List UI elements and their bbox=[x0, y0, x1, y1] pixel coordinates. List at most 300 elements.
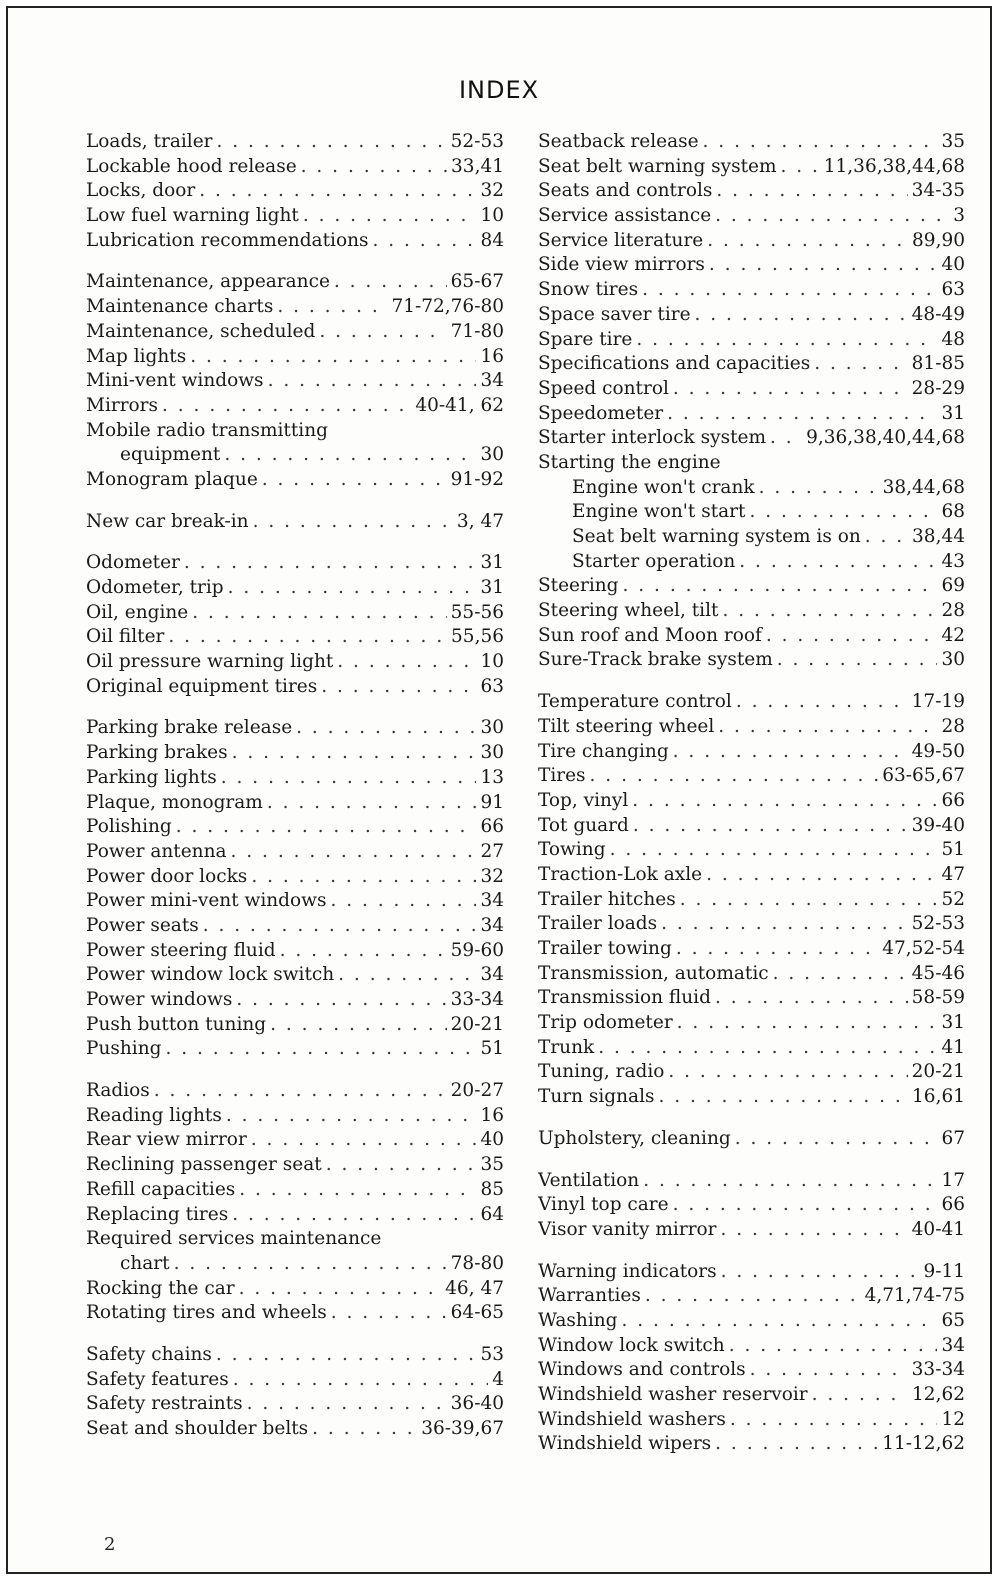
dot-leader bbox=[277, 295, 387, 320]
index-pages: 89,90 bbox=[912, 229, 965, 251]
index-pages: 55,56 bbox=[451, 626, 504, 648]
index-entry bbox=[86, 204, 504, 229]
dot-leader bbox=[232, 1203, 476, 1228]
index-entry bbox=[538, 1036, 965, 1061]
index-term: Turn signals bbox=[538, 1086, 655, 1108]
dot-leader bbox=[633, 814, 908, 839]
index-entry bbox=[538, 328, 965, 353]
index-pages: 40-41 bbox=[911, 1218, 965, 1240]
index-entry bbox=[86, 270, 504, 295]
index-term: Specifications and capacities bbox=[538, 353, 811, 375]
index-term: Sure-Track brake system bbox=[538, 649, 773, 671]
index-entry bbox=[86, 229, 504, 254]
index-entry bbox=[86, 155, 504, 180]
index-pages: 46, 47 bbox=[445, 1277, 504, 1299]
index-entry bbox=[86, 988, 504, 1013]
index-entry bbox=[538, 253, 965, 278]
index-pages: 84 bbox=[480, 229, 504, 251]
index-entry bbox=[86, 1252, 504, 1277]
index-entry bbox=[538, 377, 965, 402]
index-entry bbox=[538, 402, 965, 427]
dot-leader bbox=[598, 1036, 937, 1061]
index-entry bbox=[538, 1309, 965, 1334]
index-pages: 13 bbox=[480, 766, 504, 788]
index-pages: 10 bbox=[480, 651, 504, 673]
index-term: Map lights bbox=[86, 345, 187, 367]
index-term: Plaque, monogram bbox=[86, 791, 263, 813]
dot-leader bbox=[659, 1085, 909, 1110]
index-entry bbox=[538, 1193, 965, 1218]
index-term: equipment bbox=[120, 444, 221, 466]
index-pages: 20-27 bbox=[450, 1080, 504, 1102]
page-number: 2 bbox=[104, 1534, 116, 1555]
index-entry bbox=[538, 937, 965, 962]
dot-leader bbox=[590, 764, 879, 789]
index-entry bbox=[538, 476, 965, 501]
index-term: Monogram plaque bbox=[86, 468, 258, 490]
index-entry bbox=[86, 1203, 504, 1228]
index-term: Windshield washer reservoir bbox=[538, 1384, 808, 1405]
index-entry bbox=[86, 1104, 504, 1129]
index-term: Top, vinyl bbox=[538, 789, 629, 811]
index-pages: 34 bbox=[480, 890, 504, 912]
index-pages: 10 bbox=[480, 205, 504, 227]
dot-leader bbox=[331, 889, 477, 914]
index-pages: 49-50 bbox=[911, 740, 965, 762]
index-entry bbox=[538, 715, 965, 740]
dot-leader bbox=[673, 1193, 938, 1218]
index-entry bbox=[538, 814, 965, 839]
dot-leader bbox=[221, 766, 477, 791]
index-term: Loads, trailer bbox=[86, 131, 213, 152]
dot-leader bbox=[233, 1368, 488, 1393]
index-entry bbox=[538, 863, 965, 888]
index-pages: 51 bbox=[941, 839, 965, 861]
index-pages: 40 bbox=[480, 1129, 504, 1151]
index-term: Engine won't crank bbox=[572, 476, 755, 498]
index-pages: 31 bbox=[941, 1012, 965, 1034]
index-pages: 63 bbox=[480, 675, 504, 697]
index-term: Parking lights bbox=[86, 766, 217, 788]
index-entry bbox=[86, 766, 504, 791]
index-term: Seatback release bbox=[538, 131, 699, 152]
dot-leader bbox=[707, 229, 908, 254]
index-entry bbox=[538, 1383, 965, 1408]
index-entry bbox=[538, 986, 965, 1011]
index-pages: 16,61 bbox=[912, 1086, 965, 1108]
index-term: Speedometer bbox=[538, 402, 664, 424]
dot-leader bbox=[247, 1392, 447, 1417]
index-term: Pushing bbox=[86, 1038, 162, 1060]
dot-leader bbox=[303, 204, 477, 229]
dot-leader bbox=[239, 1277, 442, 1302]
index-term: Trailer towing bbox=[538, 938, 672, 959]
dot-leader bbox=[695, 303, 908, 328]
index-term: Reclining passenger seat bbox=[86, 1154, 322, 1176]
index-entry bbox=[86, 1368, 504, 1393]
index-pages: 12,62 bbox=[912, 1384, 965, 1405]
dot-leader bbox=[729, 1334, 938, 1359]
index-pages: 91-92 bbox=[450, 468, 504, 490]
index-pages: 34-35 bbox=[911, 180, 965, 202]
index-pages: 66 bbox=[480, 816, 504, 838]
index-entry bbox=[86, 510, 504, 535]
index-term: Oil, engine bbox=[86, 601, 189, 623]
index-pages: 3 bbox=[953, 205, 965, 227]
index-pages: 68 bbox=[941, 501, 965, 523]
index-pages: 66 bbox=[941, 789, 965, 811]
index-entry bbox=[86, 1153, 504, 1178]
index-pages: 36-40 bbox=[450, 1393, 504, 1415]
index-pages: 52 bbox=[941, 888, 965, 910]
index-pages: 38,44 bbox=[912, 526, 965, 547]
index-term: Odometer bbox=[86, 552, 180, 574]
dot-leader bbox=[236, 988, 446, 1013]
index-term: Upholstery, cleaning bbox=[538, 1127, 731, 1149]
dot-leader bbox=[781, 155, 820, 180]
dot-leader bbox=[253, 510, 453, 535]
index-term: Tot guard bbox=[538, 814, 629, 836]
dot-leader bbox=[667, 402, 937, 427]
index-term: Safety chains bbox=[86, 1343, 212, 1365]
index-page bbox=[6, 6, 992, 1574]
index-entry bbox=[538, 1060, 965, 1085]
dot-leader bbox=[622, 1309, 938, 1334]
index-term: Service literature bbox=[538, 229, 704, 251]
index-term: Windshield wipers bbox=[538, 1433, 712, 1455]
index-entry bbox=[538, 888, 965, 913]
dot-leader bbox=[636, 328, 937, 353]
index-entry bbox=[86, 625, 504, 650]
index-term: Trunk bbox=[538, 1036, 595, 1058]
index-entry bbox=[538, 1085, 965, 1110]
index-entry bbox=[86, 840, 504, 865]
index-pages: 40 bbox=[941, 254, 965, 276]
index-entry bbox=[538, 525, 965, 550]
index-pages: 63-65,67 bbox=[882, 765, 965, 787]
index-term: Trip odometer bbox=[538, 1012, 673, 1034]
index-pages: 40-41, 62 bbox=[415, 394, 504, 416]
index-pages: 33-34 bbox=[911, 1359, 965, 1381]
dot-leader bbox=[715, 1432, 878, 1457]
dot-leader bbox=[623, 574, 938, 599]
index-pages: 30 bbox=[480, 742, 504, 764]
index-term: Odometer, trip bbox=[86, 577, 224, 598]
index-entry bbox=[538, 740, 965, 765]
index-entry bbox=[538, 1432, 965, 1457]
index-term: Trailer loads bbox=[538, 913, 658, 935]
index-column-right bbox=[538, 130, 965, 1457]
dot-leader bbox=[216, 1343, 477, 1368]
index-pages: 34 bbox=[941, 1334, 965, 1356]
index-pages: 42 bbox=[941, 624, 965, 646]
index-pages: 31 bbox=[480, 552, 504, 574]
index-pages: 41 bbox=[941, 1036, 965, 1058]
dot-leader bbox=[722, 599, 937, 624]
index-pages: 20-21 bbox=[911, 1061, 965, 1083]
dot-leader bbox=[338, 963, 476, 988]
dot-leader bbox=[319, 320, 446, 345]
index-pages: 53 bbox=[480, 1343, 504, 1365]
dot-leader bbox=[735, 1127, 938, 1152]
index-term: Service assistance bbox=[538, 205, 712, 227]
dot-leader bbox=[162, 394, 411, 419]
dot-leader bbox=[165, 1037, 476, 1062]
dot-leader bbox=[770, 426, 802, 451]
index-term: Mini-vent windows bbox=[86, 370, 264, 392]
index-term: Vinyl top care bbox=[538, 1194, 669, 1216]
index-entry bbox=[86, 650, 504, 675]
dot-leader bbox=[716, 179, 907, 204]
index-term: Transmission fluid bbox=[538, 987, 711, 1009]
index-term: Maintenance charts bbox=[86, 296, 274, 318]
index-entry bbox=[86, 443, 504, 468]
index-pages: 69 bbox=[941, 575, 965, 597]
index-pages: 65-67 bbox=[450, 271, 504, 293]
index-term: Engine won't start bbox=[572, 501, 746, 523]
index-pages: 81-85 bbox=[911, 353, 965, 375]
index-entry bbox=[86, 1301, 504, 1326]
index-entry bbox=[538, 599, 965, 624]
index-pages: 47,52-54 bbox=[882, 938, 965, 959]
index-pages: 52-53 bbox=[911, 913, 965, 935]
index-term: Seat and shoulder belts bbox=[86, 1418, 309, 1439]
index-entry bbox=[86, 889, 504, 914]
dot-leader bbox=[373, 229, 477, 254]
index-term: Power door locks bbox=[86, 865, 248, 887]
index-pages: 9,36,38,40,44,68 bbox=[806, 427, 965, 449]
index-entry bbox=[538, 204, 965, 229]
index-pages: 34 bbox=[480, 964, 504, 986]
dot-leader bbox=[224, 443, 476, 468]
index-term: Washing bbox=[538, 1309, 618, 1331]
index-pages: 48-49 bbox=[911, 303, 965, 325]
index-term: Ventilation bbox=[538, 1169, 640, 1191]
dot-leader bbox=[677, 1011, 938, 1036]
index-pages: 4,71,74-75 bbox=[864, 1285, 965, 1307]
dot-leader bbox=[301, 155, 447, 180]
dot-leader bbox=[231, 840, 477, 865]
index-pages: 28 bbox=[941, 600, 965, 622]
index-term: Tuning, radio bbox=[538, 1061, 665, 1083]
index-term: Power mini-vent windows bbox=[86, 890, 327, 912]
index-term: New car break-in bbox=[86, 510, 249, 532]
index-entry bbox=[538, 1334, 965, 1359]
index-pages: 33-34 bbox=[450, 989, 504, 1010]
index-pages: 34 bbox=[480, 370, 504, 392]
dot-leader bbox=[239, 1178, 476, 1203]
dot-leader bbox=[337, 650, 476, 675]
dot-leader bbox=[610, 838, 938, 863]
index-entry bbox=[538, 1408, 965, 1433]
index-pages: 91 bbox=[480, 791, 504, 813]
index-entry bbox=[538, 500, 965, 525]
index-entry bbox=[538, 912, 965, 937]
index-term: Mirrors bbox=[86, 394, 159, 416]
dot-leader bbox=[268, 369, 477, 394]
dot-leader bbox=[865, 525, 908, 550]
index-pages: 16 bbox=[480, 1104, 504, 1126]
dot-leader bbox=[812, 1383, 908, 1408]
index-term: Starter operation bbox=[572, 550, 736, 572]
dot-leader bbox=[777, 648, 938, 673]
index-term: Original equipment tires bbox=[86, 675, 318, 697]
index-term: Transmission, automatic bbox=[538, 962, 769, 984]
index-entry bbox=[538, 303, 965, 328]
index-entry bbox=[86, 741, 504, 766]
index-term: Steering wheel, tilt bbox=[538, 600, 719, 622]
index-term: Space saver tire bbox=[538, 303, 691, 325]
dot-leader bbox=[326, 1153, 477, 1178]
index-term: Parking brakes bbox=[86, 742, 228, 764]
index-entry bbox=[538, 352, 965, 377]
index-pages: 38,44,68 bbox=[882, 476, 965, 498]
index-term: Traction-Lok axle bbox=[538, 863, 703, 885]
index-entry bbox=[538, 574, 965, 599]
dot-leader bbox=[721, 1260, 920, 1285]
dot-leader bbox=[190, 345, 476, 370]
index-entry bbox=[538, 1260, 965, 1285]
dot-leader bbox=[226, 1104, 477, 1129]
index-pages: 59-60 bbox=[450, 939, 504, 961]
dot-leader bbox=[232, 741, 477, 766]
dot-leader bbox=[645, 1284, 861, 1309]
index-pages: 16 bbox=[480, 345, 504, 367]
index-pages: 11,36,38,44,68 bbox=[823, 155, 965, 177]
index-term: Power windows bbox=[86, 989, 233, 1010]
dot-leader bbox=[203, 914, 477, 939]
index-pages: 85 bbox=[480, 1178, 504, 1200]
index-entry bbox=[86, 369, 504, 394]
index-term: Speed control bbox=[538, 377, 669, 399]
index-entry bbox=[86, 1178, 504, 1203]
index-pages: 65 bbox=[941, 1309, 965, 1331]
index-entry bbox=[538, 1127, 965, 1152]
index-entry bbox=[86, 914, 504, 939]
index-entry bbox=[538, 1218, 965, 1243]
index-pages: 31 bbox=[941, 402, 965, 424]
index-entry bbox=[86, 1128, 504, 1153]
index-pages: 71-72,76-80 bbox=[391, 296, 504, 318]
index-term: Power window lock switch bbox=[86, 964, 335, 986]
index-entry bbox=[86, 1277, 504, 1302]
dot-leader bbox=[661, 912, 908, 937]
index-entry bbox=[86, 320, 504, 345]
index-pages: 48 bbox=[941, 328, 965, 350]
dot-leader bbox=[673, 377, 908, 402]
index-term: Side view mirrors bbox=[538, 254, 705, 276]
index-term: Parking brake release bbox=[86, 717, 293, 739]
index-entry bbox=[86, 791, 504, 816]
index-term: Push button tuning bbox=[86, 1013, 267, 1035]
index-pages: 30 bbox=[480, 444, 504, 466]
index-entry bbox=[538, 690, 965, 715]
index-pages: 64 bbox=[480, 1203, 504, 1225]
dot-leader bbox=[331, 1301, 447, 1326]
index-term: Temperature control bbox=[538, 691, 732, 713]
dot-leader bbox=[739, 550, 937, 575]
index-term: Refill capacities bbox=[86, 1178, 236, 1200]
index-pages: 32 bbox=[480, 865, 504, 887]
dot-leader bbox=[251, 1128, 477, 1153]
dot-leader bbox=[262, 468, 447, 493]
index-pages: 17 bbox=[941, 1169, 965, 1191]
dot-leader bbox=[321, 675, 476, 700]
index-term: Windows and controls bbox=[538, 1359, 746, 1381]
index-term: Rocking the car bbox=[86, 1277, 235, 1299]
index-term: Safety features bbox=[86, 1368, 229, 1390]
dot-leader bbox=[216, 130, 446, 155]
index-term: Tires bbox=[538, 765, 586, 787]
index-entry bbox=[538, 229, 965, 254]
index-entry bbox=[538, 789, 965, 814]
index-term: Radios bbox=[86, 1080, 150, 1102]
index-pages: 64-65 bbox=[450, 1302, 504, 1324]
index-term: Power seats bbox=[86, 914, 199, 936]
index-pages: 67 bbox=[941, 1127, 965, 1149]
index-term: Power steering fluid bbox=[86, 939, 276, 961]
dot-leader bbox=[154, 1079, 447, 1104]
index-term: Starter interlock system bbox=[538, 427, 767, 449]
dot-leader bbox=[312, 1417, 417, 1442]
index-entry bbox=[538, 130, 965, 155]
index-entry bbox=[86, 1037, 504, 1062]
dot-leader bbox=[736, 690, 908, 715]
index-pages: 47 bbox=[941, 863, 965, 885]
dot-leader bbox=[773, 962, 908, 987]
index-term: Polishing bbox=[86, 816, 172, 838]
index-term: Sun roof and Moon roof bbox=[538, 624, 762, 646]
dot-leader bbox=[766, 624, 938, 649]
index-term: Steering bbox=[538, 575, 619, 597]
index-entry bbox=[86, 865, 504, 890]
index-term: Reading lights bbox=[86, 1104, 222, 1126]
index-entry bbox=[538, 550, 965, 575]
index-entry bbox=[538, 1011, 965, 1036]
dot-leader bbox=[721, 1218, 908, 1243]
index-entry bbox=[86, 394, 504, 419]
dot-leader bbox=[718, 715, 937, 740]
index-entry bbox=[538, 624, 965, 649]
index-term: Warranties bbox=[538, 1285, 641, 1307]
index-pages: 78-80 bbox=[450, 1252, 504, 1274]
index-term: Window lock switch bbox=[538, 1334, 725, 1356]
index-pages: 63 bbox=[941, 279, 965, 301]
index-term: Required services maintenance bbox=[86, 1228, 382, 1250]
dot-leader bbox=[174, 1252, 447, 1277]
index-entry bbox=[538, 426, 965, 451]
index-term: Oil pressure warning light bbox=[86, 651, 334, 673]
index-pages: 45-46 bbox=[911, 962, 965, 984]
index-entry bbox=[538, 1358, 965, 1383]
dot-leader bbox=[632, 789, 937, 814]
index-entry bbox=[538, 764, 965, 789]
index-term: Low fuel warning light bbox=[86, 205, 299, 227]
index-pages: 35 bbox=[480, 1154, 504, 1176]
index-entry bbox=[86, 130, 504, 155]
index-entry bbox=[86, 345, 504, 370]
dot-leader bbox=[749, 500, 937, 525]
index-term: Visor vanity mirror bbox=[538, 1218, 717, 1240]
dot-leader bbox=[176, 815, 477, 840]
index-pages: 51 bbox=[480, 1038, 504, 1060]
index-entry bbox=[538, 278, 965, 303]
index-term: Lockable hood release bbox=[86, 155, 297, 177]
index-term: Trailer hitches bbox=[538, 888, 676, 910]
index-entry bbox=[538, 648, 965, 673]
index-pages: 20-21 bbox=[450, 1013, 504, 1035]
index-term: Seats and controls bbox=[538, 180, 713, 202]
